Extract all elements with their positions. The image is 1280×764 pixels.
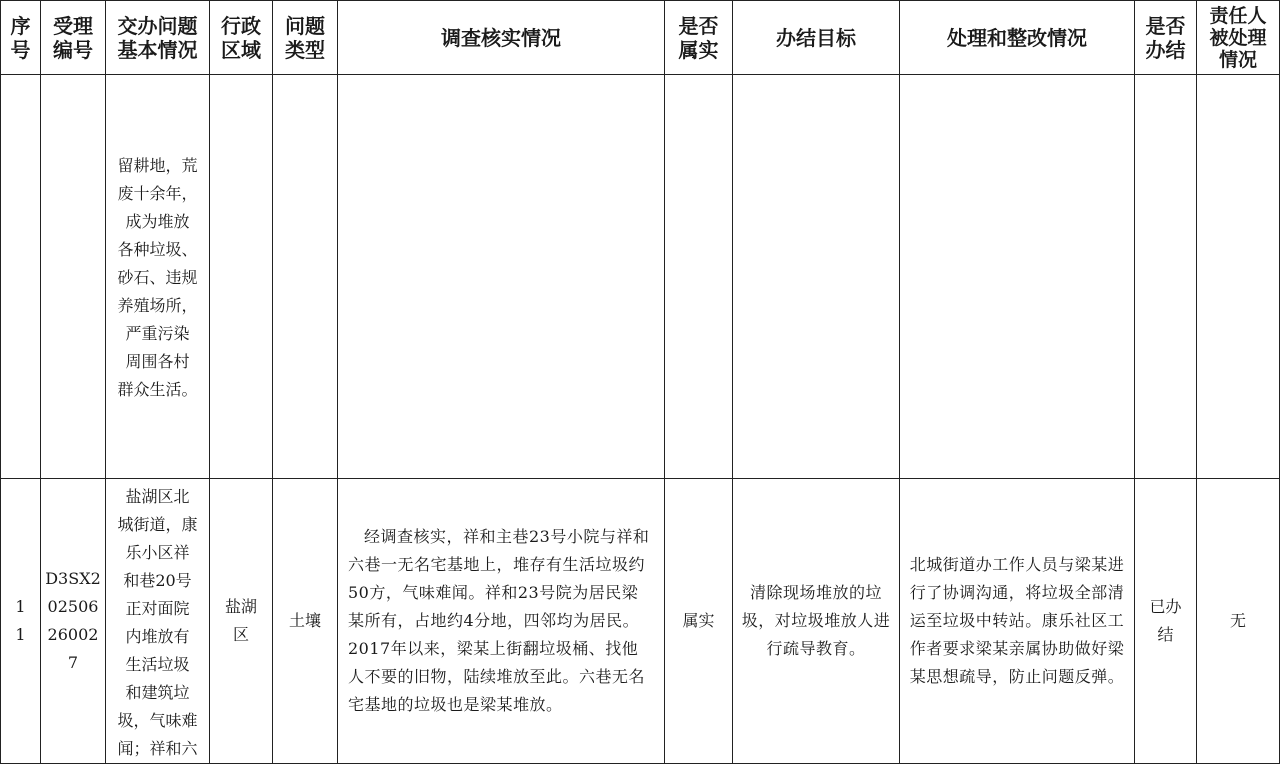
header-handling: 处理和整改情况 bbox=[900, 1, 1135, 75]
cell-seq: 1 1 bbox=[1, 479, 41, 764]
cell-issue bbox=[106, 479, 210, 764]
handling-text: 北城街道办工作人员与梁某进行了协调沟通，将垃圾全部清运至垃圾中转站。康乐社区工作者要求梁某亲属协助做好梁某思想疏导，防止问题反弹。 bbox=[909, 555, 1125, 686]
issue-text: 盐湖区北 城街道，康 乐小区祥 和巷20号 正对面院 内堆放有 生活垃圾 和建筑垃 圾，气味难 闻；祥和六 bbox=[117, 487, 198, 758]
cell-id bbox=[41, 75, 106, 479]
investigation-text: 经调查核实，祥和主巷23号小院与祥和六巷一无名宅基地上，堆存有生活垃圾约50方，气味难闻。祥和23号院为居民梁某所有，占地约4分地，四邻均为居民。2017年以来，梁某上街翻垃圾桶、找他人不要的旧物，陆续堆放至此。六巷无名宅基地的垃圾也是梁某堆放。 bbox=[348, 527, 650, 714]
target-text: 清除现场堆放的垃圾，对垃圾堆放人进行疏导教育。 bbox=[741, 583, 891, 658]
table-row bbox=[1, 75, 1280, 479]
header-issue: 交办问题 基本情况 bbox=[106, 1, 210, 75]
cell-type: 土壤 bbox=[273, 479, 338, 764]
cell-verified bbox=[665, 75, 733, 479]
cell-target bbox=[733, 75, 900, 479]
header-target: 办结目标 bbox=[733, 1, 900, 75]
header-verified: 是否 属实 bbox=[665, 1, 733, 75]
cell-handling bbox=[900, 479, 1135, 764]
table-row bbox=[1, 479, 1280, 764]
cell-seq bbox=[1, 75, 41, 479]
cell-accountability bbox=[1197, 75, 1280, 479]
cell-investigation bbox=[338, 479, 665, 764]
header-seq: 序 号 bbox=[1, 1, 41, 75]
issue-text: 留耕地，荒 废十余年， 成为堆放 各种垃圾、 砂石、违规 养殖场所， 严重污染 周围各村 群众生活。 bbox=[117, 155, 198, 399]
header-type: 问题 类型 bbox=[273, 1, 338, 75]
cell-type bbox=[273, 75, 338, 479]
header-closed: 是否 办结 bbox=[1135, 1, 1197, 75]
header-id: 受理 编号 bbox=[41, 1, 106, 75]
cell-accountability: 无 bbox=[1197, 479, 1280, 764]
cell-target bbox=[733, 479, 900, 764]
header-row bbox=[1, 1, 1280, 75]
cell-closed: 已办 结 bbox=[1135, 479, 1197, 764]
cell-investigation bbox=[338, 75, 665, 479]
cell-handling bbox=[900, 75, 1135, 479]
header-region: 行政 区域 bbox=[210, 1, 273, 75]
cell-region: 盐湖 区 bbox=[210, 479, 273, 764]
header-investigation: 调查核实情况 bbox=[338, 1, 665, 75]
cell-region bbox=[210, 75, 273, 479]
cell-verified: 属实 bbox=[665, 479, 733, 764]
cell-issue bbox=[106, 75, 210, 479]
header-accountability: 责任人 被处理 情况 bbox=[1197, 1, 1280, 75]
cell-closed bbox=[1135, 75, 1197, 479]
cell-id: D3SX2 02506 26002 7 bbox=[41, 479, 106, 764]
